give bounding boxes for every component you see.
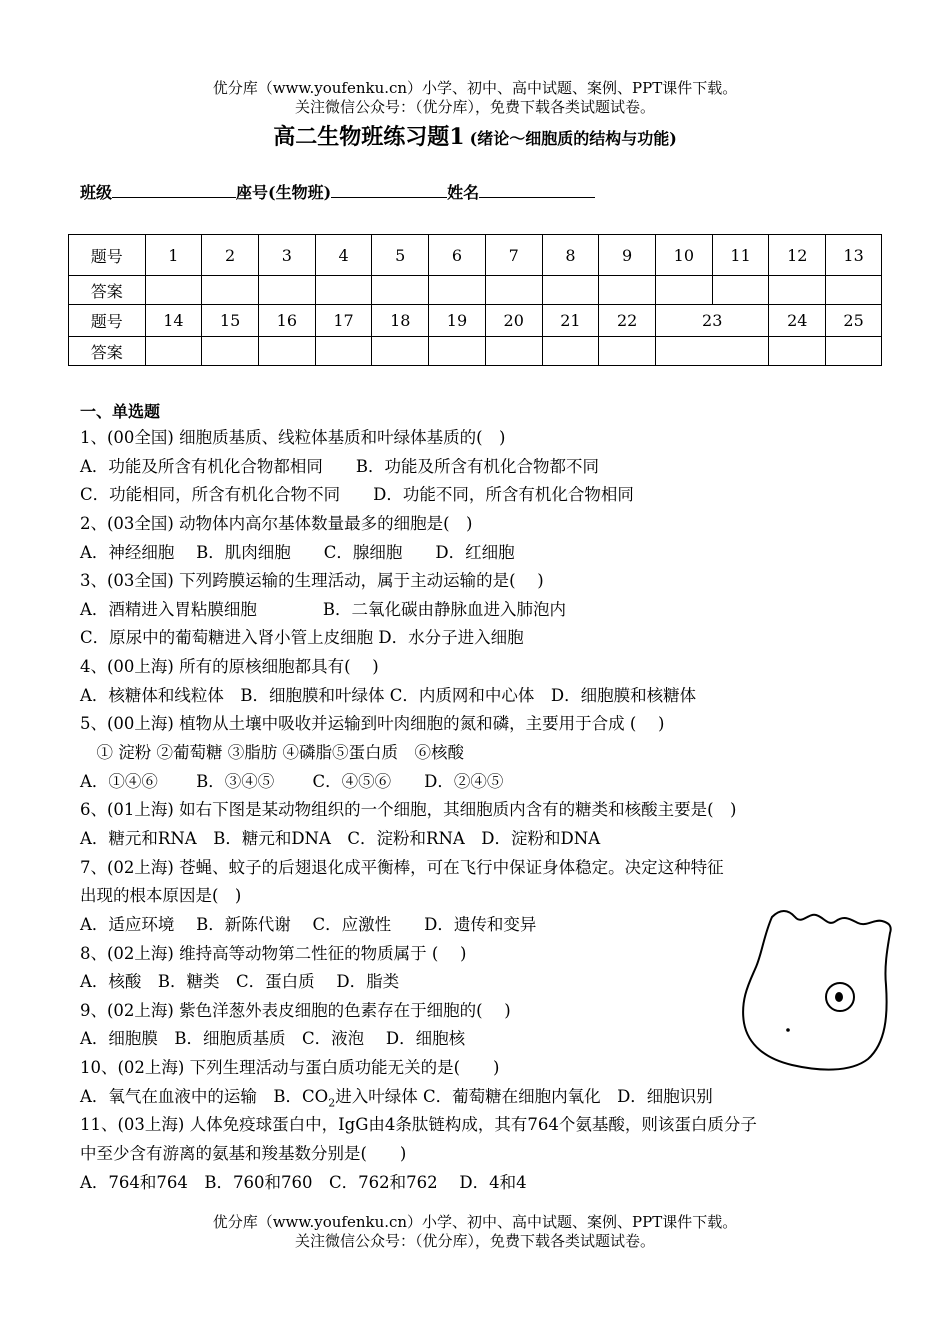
answer-cell[interactable]: [485, 337, 542, 366]
q-number: 25: [826, 305, 882, 337]
q-number: 13: [826, 235, 882, 276]
option-line: A．核酸 B．糖类 C．蛋白质 D．脂类: [80, 972, 400, 991]
nucleolus: [835, 992, 843, 1002]
section-heading: 一、单选题: [80, 402, 161, 421]
answer-cell[interactable]: [372, 337, 429, 366]
q-number: 11: [712, 235, 769, 276]
option-line: A．氧气在血液中的运输 B．$CO_2$进入叶绿体 C．葡萄糖在细胞内氧化 D．细胞识别: [80, 1087, 713, 1110]
q-number: 21: [542, 305, 599, 337]
page-title: [0, 120, 950, 151]
answer-cell[interactable]: [712, 276, 769, 305]
answer-cell[interactable]: [542, 276, 599, 305]
q-number: 6: [429, 235, 486, 276]
option-line: A．神经细胞 B．肌肉细胞 C．腺细胞 D．红细胞: [80, 543, 515, 562]
student-info-line: [80, 180, 595, 203]
q-number: 18: [372, 305, 429, 337]
answer-cell[interactable]: [656, 337, 769, 366]
header-line-1: 优分库（www.youfenku.cn）小学、初中、高中试题、案例、PPT课件下载。: [212, 79, 738, 97]
answer-cell[interactable]: [429, 337, 486, 366]
q-number: 16: [258, 305, 315, 337]
question-line: 1、(00全国) 细胞质基质、线粒体基质和叶绿体基质的( ): [80, 428, 506, 447]
answer-cell[interactable]: [429, 276, 486, 305]
q-number: 1: [145, 235, 202, 276]
question-line: 出现的根本原因是( ): [80, 886, 242, 905]
q-number: 10: [656, 235, 713, 276]
answer-cell[interactable]: [258, 337, 315, 366]
header-line-2: 关注微信公众号：（优分库），免费下载各类试题试卷。: [294, 98, 655, 116]
q-number: 4: [315, 235, 372, 276]
seat-field[interactable]: [331, 180, 447, 198]
q-number: 22: [599, 305, 656, 337]
question-line: 5、(00上海) 植物从土壤中吸收并运输到叶肉细胞的氮和磷，主要用于合成 ( ): [80, 714, 665, 733]
q-number: 2: [202, 235, 259, 276]
answer-cell[interactable]: [315, 276, 372, 305]
class-label: 班级: [80, 183, 113, 202]
answer-cell[interactable]: [769, 276, 826, 305]
footer-line-1: 优分库（www.youfenku.cn）小学、初中、高中试题、案例、PPT课件下载。: [212, 1213, 738, 1231]
title-subtitle: (绪论～细胞质的结构与功能): [469, 129, 677, 148]
a-label: 答案: [69, 276, 146, 305]
question-line: 8、(02上海) 维持高等动物第二性征的物质属于 ( ): [80, 944, 467, 963]
option-line: A．细胞膜 B．细胞质基质 C．液泡 D．细胞核: [80, 1029, 466, 1048]
q-number: 19: [429, 305, 486, 337]
cell-membrane: [743, 911, 891, 1070]
question-line: 7、(02上海) 苍蝇、蚊子的后翅退化成平衡棒，可在飞行中保证身体稳定。决定这种特征: [80, 858, 724, 877]
q-number: 5: [372, 235, 429, 276]
answer-cell[interactable]: [258, 276, 315, 305]
option-line: A．764和764 B．760和760 C．762和762 D．4和4: [80, 1173, 527, 1192]
option-line: A．①④⑥ B．③④⑤ C．④⑤⑥ D．②④⑤: [80, 772, 504, 791]
q-number: 24: [769, 305, 826, 337]
answer-cell[interactable]: [372, 276, 429, 305]
footer-line-2: 关注微信公众号：（优分库），免费下载各类试题试卷。: [294, 1232, 655, 1250]
answer-cell[interactable]: [769, 337, 826, 366]
q-number: 3: [258, 235, 315, 276]
q-number: 17: [315, 305, 372, 337]
class-field[interactable]: [112, 180, 236, 198]
question-line: 9、(02上海) 紫色洋葱外表皮细胞的色素存在于细胞的( ): [80, 1001, 511, 1020]
question-line: 2、(03全国) 动物体内高尔基体数量最多的细胞是( ): [80, 514, 473, 533]
answer-cell[interactable]: [202, 337, 259, 366]
answer-cell[interactable]: [202, 276, 259, 305]
option-line: A．适应环境 B．新陈代谢 C．应激性 D．遗传和变异: [80, 915, 537, 934]
answer-table: [68, 234, 882, 366]
question-line: 中至少含有游离的氨基和羧基数分别是( ): [80, 1144, 407, 1163]
name-field[interactable]: [479, 180, 595, 198]
q-number: 9: [599, 235, 656, 276]
question-line: 11、(03上海) 人体免疫球蛋白中，IgG由4条肽链构成，其有764个氨基酸，则该蛋白质分子: [80, 1115, 757, 1134]
option-line: A．糖元和RNA B．糖元和DNA C．淀粉和RNA D．淀粉和DNA: [80, 829, 601, 848]
option-line: A．酒精进入胃粘膜细胞 B．二氧化碳由静脉血进入肺泡内: [80, 600, 567, 619]
answer-cell[interactable]: [656, 276, 713, 305]
question-line: 3、(03全国) 下列跨膜运输的生理活动，属于主动运输的是( ): [80, 571, 544, 590]
option-line: A．核糖体和线粒体 B．细胞膜和叶绿体 C．内质网和中心体 D．细胞膜和核糖体: [80, 686, 697, 705]
q-number: 20: [485, 305, 542, 337]
name-label: 姓名: [447, 183, 480, 202]
option-line: A．功能及所含有机化合物都相同 B．功能及所含有机化合物都不同: [80, 457, 600, 476]
cell-granule: [786, 1028, 790, 1032]
a-label: 答案: [69, 337, 146, 366]
question-line: 10、(02上海) 下列生理活动与蛋白质功能无关的是( ): [80, 1058, 500, 1077]
answer-cell[interactable]: [599, 276, 656, 305]
option-line: ① 淀粉 ②葡萄糖 ③脂肪 ④磷脂⑤蛋白质 ⑥核酸: [80, 743, 464, 762]
animal-cell-figure: [740, 905, 900, 1075]
answer-cell[interactable]: [145, 276, 202, 305]
q-number: 7: [485, 235, 542, 276]
title-main: 高二生物班练习题1: [273, 124, 465, 150]
question-line: 6、(01上海) 如右下图是某动物组织的一个细胞，其细胞质内含有的糖类和核酸主要是( ): [80, 800, 737, 819]
q-number: 12: [769, 235, 826, 276]
q-number: 23: [656, 305, 769, 337]
answer-cell[interactable]: [315, 337, 372, 366]
answer-cell[interactable]: [145, 337, 202, 366]
table-row-numbers-2: [69, 305, 882, 337]
q-label: 题号: [69, 235, 146, 276]
q-label: 题号: [69, 305, 146, 337]
option-line: C．功能相同，所含有机化合物不同 D．功能不同，所含有机化合物相同: [80, 485, 634, 504]
answer-cell[interactable]: [542, 337, 599, 366]
q-number: 14: [145, 305, 202, 337]
table-row-answers-1: [69, 276, 882, 305]
option-line: C．原尿中的葡萄糖进入肾小管上皮细胞 D．水分子进入细胞: [80, 628, 524, 647]
answer-cell[interactable]: [826, 337, 882, 366]
answer-cell[interactable]: [485, 276, 542, 305]
table-row-numbers-1: [69, 235, 882, 276]
answer-cell[interactable]: [599, 337, 656, 366]
question-line: 4、(00上海) 所有的原核细胞都具有( ): [80, 657, 379, 676]
seat-label: 座号(生物班): [236, 183, 332, 202]
q-number: 8: [542, 235, 599, 276]
q-number: 15: [202, 305, 259, 337]
answer-cell[interactable]: [826, 276, 882, 305]
table-row-answers-2: [69, 337, 882, 366]
